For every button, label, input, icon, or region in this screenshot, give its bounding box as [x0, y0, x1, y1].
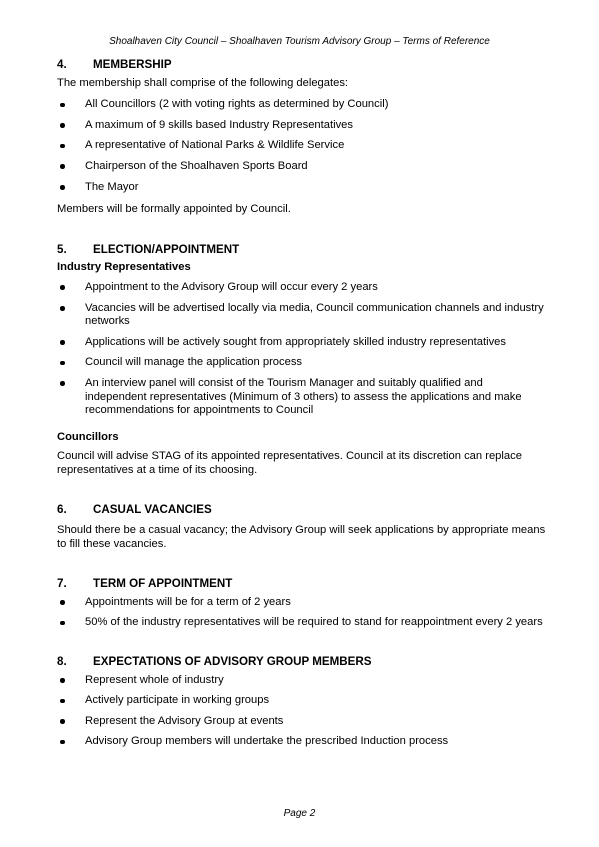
bullet-icon — [60, 123, 65, 128]
bullet-icon — [60, 340, 65, 345]
section-number: 4. — [57, 58, 67, 71]
document-body — [57, 58, 547, 756]
bullet-icon — [60, 678, 65, 683]
bullet-icon — [60, 185, 65, 190]
list-item-text: All Councillors (2 with voting rights as determined by Council) — [85, 98, 389, 111]
list-item-text: Represent the Advisory Group at events — [85, 714, 284, 727]
casual-vacancies-text: Should there be a casual vacancy; the Advisory Group will seek applications by appropriate means to fill these vacancies. — [57, 524, 546, 550]
section-number: 5. — [57, 242, 67, 256]
list-item-text: Appointments will be for a term of 2 years — [85, 595, 291, 608]
list-item-text: Applications will be actively sought from appropriately skilled industry representatives — [85, 335, 506, 348]
section-heading-casual-vacancies — [57, 503, 547, 517]
bullet-icon — [60, 144, 65, 149]
bullet-icon — [60, 285, 65, 290]
list-item-text: 50% of the industry representatives will be required to stand for reappointment every 2 years — [85, 616, 543, 629]
list-item — [57, 735, 547, 749]
list-item-text: The Mayor — [85, 180, 139, 193]
list-item — [57, 160, 547, 174]
list-item-text: Advisory Group members will undertake the prescribed Induction process — [85, 735, 449, 748]
bullet-icon — [60, 600, 65, 605]
page-number: Page 2 — [283, 808, 316, 819]
bullet-icon — [60, 621, 65, 626]
list-item — [57, 715, 547, 729]
sub-heading-councillors: Councillors — [57, 430, 119, 443]
section-number: 7. — [57, 577, 67, 591]
page-header: Shoalhaven City Council – Shoalhaven Tourism Advisory Group – Terms of Reference — [109, 36, 490, 47]
list-item-text: Vacancies will be advertised locally via media, Council communication channels and industry networks — [85, 301, 544, 328]
bullet-icon — [60, 164, 65, 169]
section-heading-term — [57, 577, 547, 591]
section-number: 8. — [57, 655, 67, 669]
list-item-text: Represent whole of industry — [85, 673, 224, 686]
list-item — [57, 336, 547, 350]
section-title: TERM OF APPOINTMENT — [93, 577, 233, 591]
bullet-icon — [60, 740, 65, 745]
councillors-text: Council will advise STAG of its appointed representatives. Council at its discretion can replace representatives at a time of its choosing. — [57, 450, 522, 476]
list-item-text: Council will manage the application process — [85, 356, 303, 369]
list-item — [57, 281, 547, 295]
list-item-text: Appointment to the Advisory Group will occur every 2 years — [85, 280, 378, 293]
list-item-text: A representative of National Parks & Wildlife Service — [85, 139, 345, 152]
list-item-text: Chairperson of the Shoalhaven Sports Board — [85, 159, 308, 172]
term-list — [57, 596, 547, 630]
expectations-list — [57, 674, 547, 749]
list-item — [57, 119, 547, 133]
section-heading-membership — [57, 58, 547, 72]
sub-heading-industry-representatives: Industry Representatives — [57, 261, 191, 274]
list-item-text: Actively participate in working groups — [85, 694, 270, 707]
section-title: EXPECTATIONS OF ADVISORY GROUP MEMBERS — [93, 655, 372, 669]
section-heading-election — [57, 243, 547, 257]
list-item-text: An interview panel will consist of the Tourism Manager and suitably qualified and independent representatives (Minimum of 3 others) to assess the applications and make recommendations for appointments to Council — [85, 376, 522, 417]
membership-list — [57, 98, 547, 194]
section-title: ELECTION/APPOINTMENT — [93, 242, 240, 256]
section-title: CASUAL VACANCIES — [93, 503, 212, 517]
section-number: 6. — [57, 503, 67, 517]
membership-intro: The membership shall comprise of the following delegates: — [57, 76, 349, 89]
list-item — [57, 302, 547, 329]
bullet-icon — [60, 719, 65, 724]
list-item — [57, 181, 547, 195]
membership-closing: Members will be formally appointed by Council. — [57, 203, 291, 216]
bullet-icon — [60, 306, 65, 311]
list-item — [57, 596, 547, 610]
election-list — [57, 281, 547, 418]
section-title: MEMBERSHIP — [93, 58, 172, 71]
bullet-icon — [60, 699, 65, 704]
bullet-icon — [60, 103, 65, 108]
list-item — [57, 377, 547, 418]
bullet-icon — [60, 361, 65, 366]
list-item — [57, 139, 547, 153]
list-item — [57, 694, 547, 708]
bullet-icon — [60, 381, 65, 386]
section-heading-expectations — [57, 655, 547, 669]
list-item — [57, 674, 547, 688]
list-item — [57, 616, 547, 630]
list-item — [57, 98, 547, 112]
list-item-text: A maximum of 9 skills based Industry Representatives — [85, 118, 353, 131]
list-item — [57, 356, 547, 370]
